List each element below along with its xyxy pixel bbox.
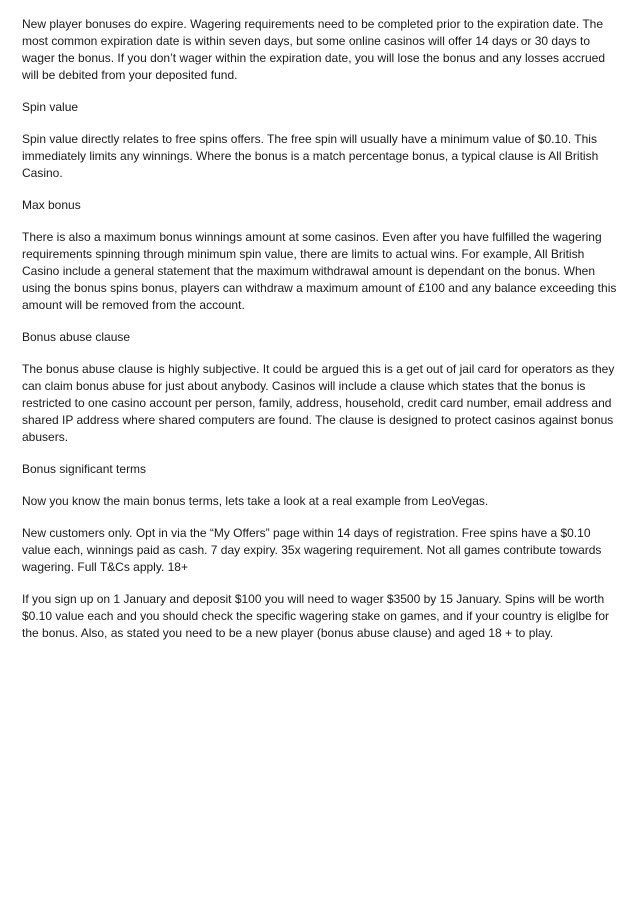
heading-max-bonus: Max bonus bbox=[22, 198, 81, 212]
paragraph-leovegas-intro: Now you know the main bonus terms, lets take a look at a real example from LeoVegas. bbox=[22, 494, 489, 508]
paragraph-max-bonus: There is also a maximum bonus winnings amount at some casinos. Even after you have fulfilled the wagering requirements spinning through minimum spin value, there are limits to actual wins. For example, All British Casino include a general statement that the maximum withdrawal amount is dependant on the bonus. When using the bonus spins bonus, players can withdraw a maximum amount of £100 and any balance exceeding this amount will be removed from the account. bbox=[22, 230, 617, 312]
paragraph-example-calculation: If you sign up on 1 January and deposit $100 you will need to wager $3500 by 15 January. Spins will be worth $0.10 value each and you should check the specific wagering stake on games, and if your country is eliglbe for the bonus. Also, as stated you need to be a new player (bonus abuse clause) and aged 18 + to play. bbox=[22, 592, 610, 640]
paragraph-bonus-abuse-clause: The bonus abuse clause is highly subjective. It could be argued this is a get out of jail card for operators as they can claim bonus abuse for just about anybody. Casinos will include a clause which states that the bonus is restricted to one casino account per person, family, address, household, credit card number, email address and shared IP address where shared computers are found. The clause is designed to protect casinos against bonus abusers. bbox=[22, 362, 615, 444]
heading-bonus-significant-terms: Bonus significant terms bbox=[22, 462, 147, 476]
heading-bonus-abuse-clause: Bonus abuse clause bbox=[22, 330, 131, 344]
document-page bbox=[22, 16, 618, 657]
paragraph-leovegas-terms: New customers only. Opt in via the “My Offers” page within 14 days of registration. Free spins have a $0.10 value each, winnings paid as cash. 7 day expiry. 35x wagering requirement. Not all games contribute towards wagering. Full T&Cs apply. 18+ bbox=[22, 526, 602, 574]
heading-spin-value: Spin value bbox=[22, 100, 79, 114]
paragraph-expiration: New player bonuses do expire. Wagering requirements need to be completed prior to the expiration date. The most common expiration date is within seven days, but some online casinos will offer 14 days or 30 days to wager the bonus. If you don’t wager within the expiration date, you will lose the bonus and any losses accrued will be debited from your deposited fund. bbox=[22, 17, 606, 82]
paragraph-spin-value: Spin value directly relates to free spins offers. The free spin will usually have a minimum value of $0.10. This immediately limits any winnings. Where the bonus is a match percentage bonus, a typical clause is All British Casino. bbox=[22, 132, 599, 180]
